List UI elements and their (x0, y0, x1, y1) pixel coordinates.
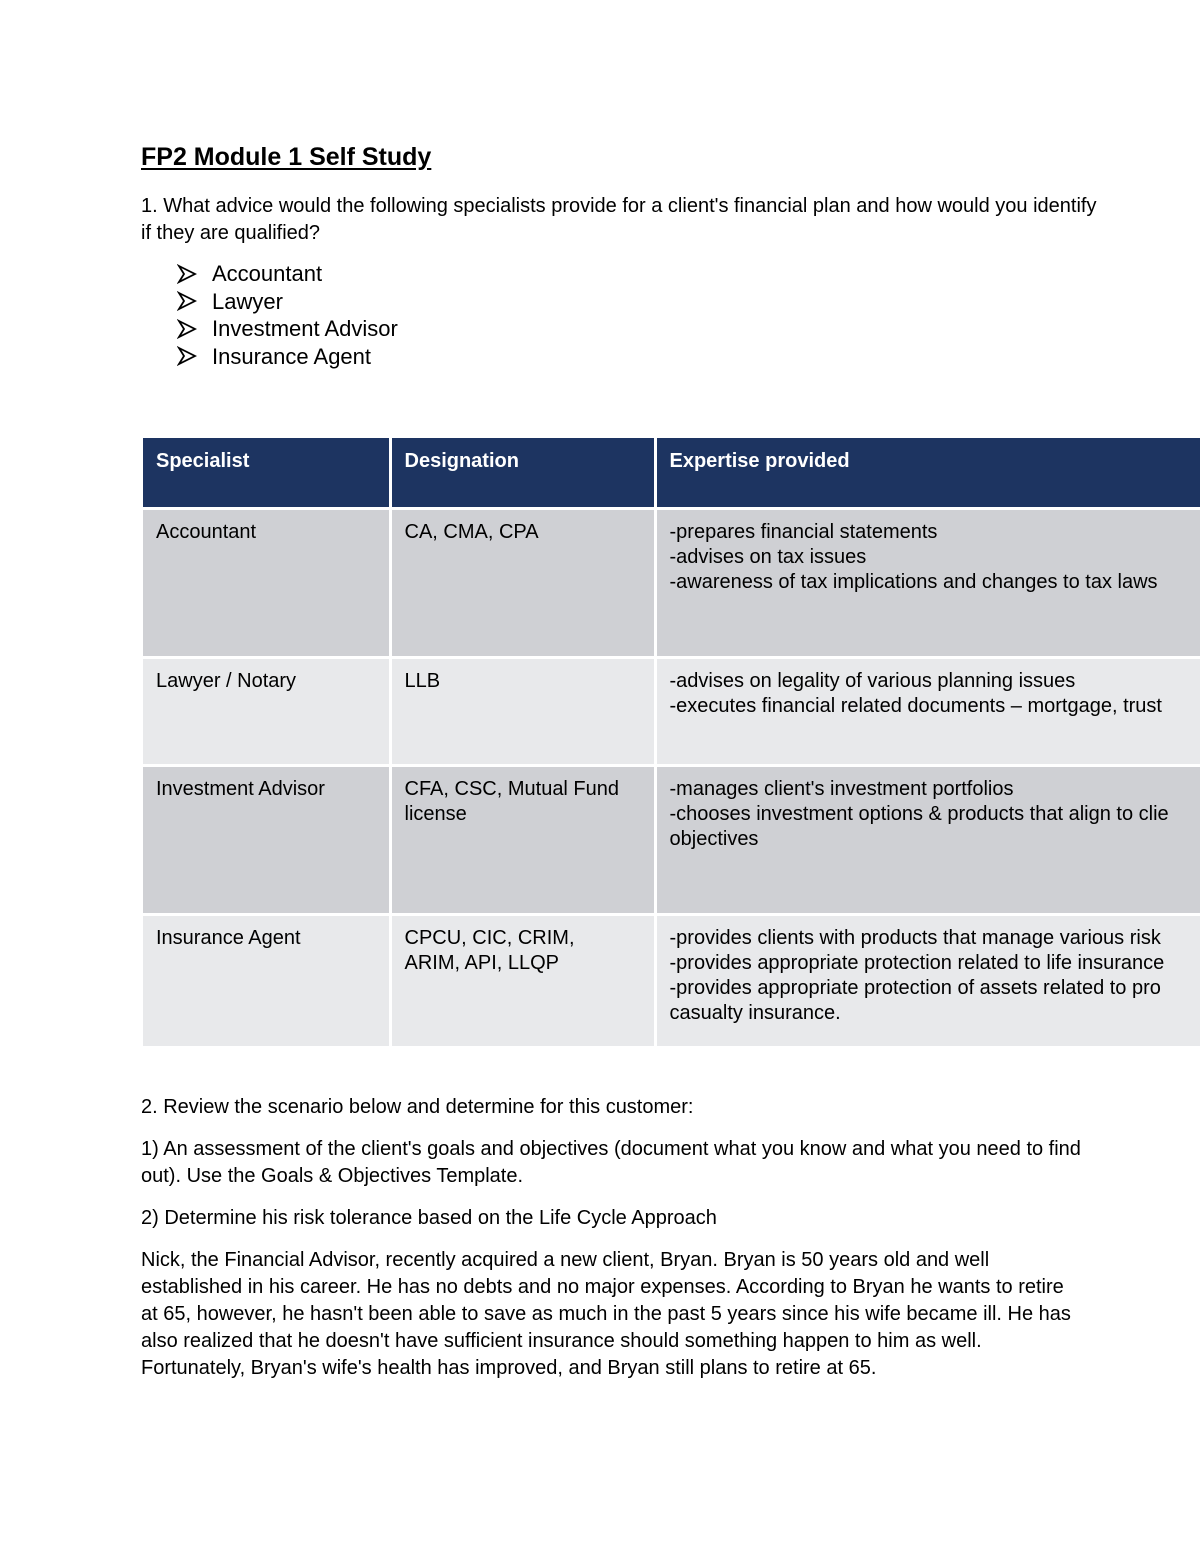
arrowhead-bullet-icon (177, 264, 212, 284)
cell-expertise (655, 658, 1200, 766)
bullet-label: Accountant (212, 261, 323, 286)
question-2: 2. Review the scenario below and determine for this customer: (141, 1096, 694, 1118)
cell-expertise (655, 509, 1200, 658)
bullet-item (177, 343, 398, 371)
cell-specialist: Investment Advisor (143, 766, 390, 915)
table-row (143, 915, 1200, 1048)
expertise-line: objectives (669, 828, 759, 850)
cell-specialist: Lawyer / Notary (143, 658, 390, 766)
designation-line: CA, CMA, CPA (404, 521, 539, 543)
table-header-row (143, 438, 1200, 509)
bullet-label: Investment Advisor (212, 316, 398, 341)
designation-line: CFA, CSC, Mutual Fund (404, 778, 620, 800)
task-2: 2) Determine his risk tolerance based on the Life Cycle Approach (141, 1207, 717, 1229)
expertise-line: -advises on tax issues (669, 546, 867, 568)
header-specialist: Specialist (143, 438, 390, 509)
cell-expertise (655, 915, 1200, 1048)
cell-specialist: Insurance Agent (143, 915, 390, 1048)
arrowhead-bullet-icon (177, 319, 212, 339)
expertise-line: -manages client's investment portfolios (669, 778, 1014, 800)
header-designation: Designation (390, 438, 655, 509)
document-title: FP2 Module 1 Self Study (141, 143, 432, 171)
expertise-line: -chooses investment options & products that align to clie (669, 803, 1169, 825)
header-expertise: Expertise provided (655, 438, 1200, 509)
bullet-item (177, 260, 398, 288)
expertise-line: -provides appropriate protection related to life insurance (669, 952, 1165, 974)
table-row (143, 658, 1200, 766)
cell-designation (390, 915, 655, 1048)
cell-designation (390, 509, 655, 658)
task-1: 1) An assessment of the client's goals and objectives (document what you know and what you need to find out). Use the Goals & Objectives Template. (141, 1138, 1081, 1187)
question-1: 1. What advice would the following specialists provide for a client's financial plan and how would you identify if they are qualified? (141, 195, 1097, 244)
cell-designation (390, 766, 655, 915)
cell-specialist: Accountant (143, 509, 390, 658)
scenario-paragraph: Nick, the Financial Advisor, recently acquired a new client, Bryan. Bryan is 50 years old and well established in his career. He has no debts and no major expenses. According to Bryan he wants to retire at 65, however, he hasn't been able to save as much in the past 5 years since his wife became ill. He has also realized that he doesn't have sufficient insurance should something happen to him as well. Fortunately, Bryan's wife's health has improved, and Bryan still plans to retire at 65. (141, 1249, 1071, 1379)
cell-expertise (655, 766, 1200, 915)
bullet-item (177, 315, 398, 343)
expertise-line: -executes financial related documents – mortgage, trust (669, 695, 1162, 717)
specialist-table (143, 438, 1200, 1049)
arrowhead-bullet-icon (177, 291, 212, 311)
designation-line: CPCU, CIC, CRIM, (404, 927, 575, 949)
bullet-label: Lawyer (212, 288, 283, 314)
expertise-line: -awareness of tax implications and changes to tax laws (669, 571, 1158, 593)
designation-line: LLB (404, 670, 441, 692)
bullet-item (177, 288, 398, 316)
designation-line: ARIM, API, LLQP (404, 952, 560, 974)
table-row (143, 766, 1200, 915)
table-row (143, 509, 1200, 658)
expertise-line: casualty insurance. (669, 1002, 841, 1024)
expertise-line: -provides clients with products that manage various risk (669, 927, 1161, 949)
arrowhead-bullet-icon (177, 346, 212, 366)
bullet-label: Insurance Agent (212, 343, 372, 369)
cell-designation (390, 658, 655, 766)
section-2 (141, 1094, 1081, 1397)
designation-line: license (404, 803, 467, 825)
expertise-line: -advises on legality of various planning issues (669, 670, 1076, 692)
expertise-line: -prepares financial statements (669, 521, 938, 543)
specialist-bullet-list (177, 260, 398, 370)
expertise-line: -provides appropriate protection of assets related to pro (669, 977, 1161, 999)
